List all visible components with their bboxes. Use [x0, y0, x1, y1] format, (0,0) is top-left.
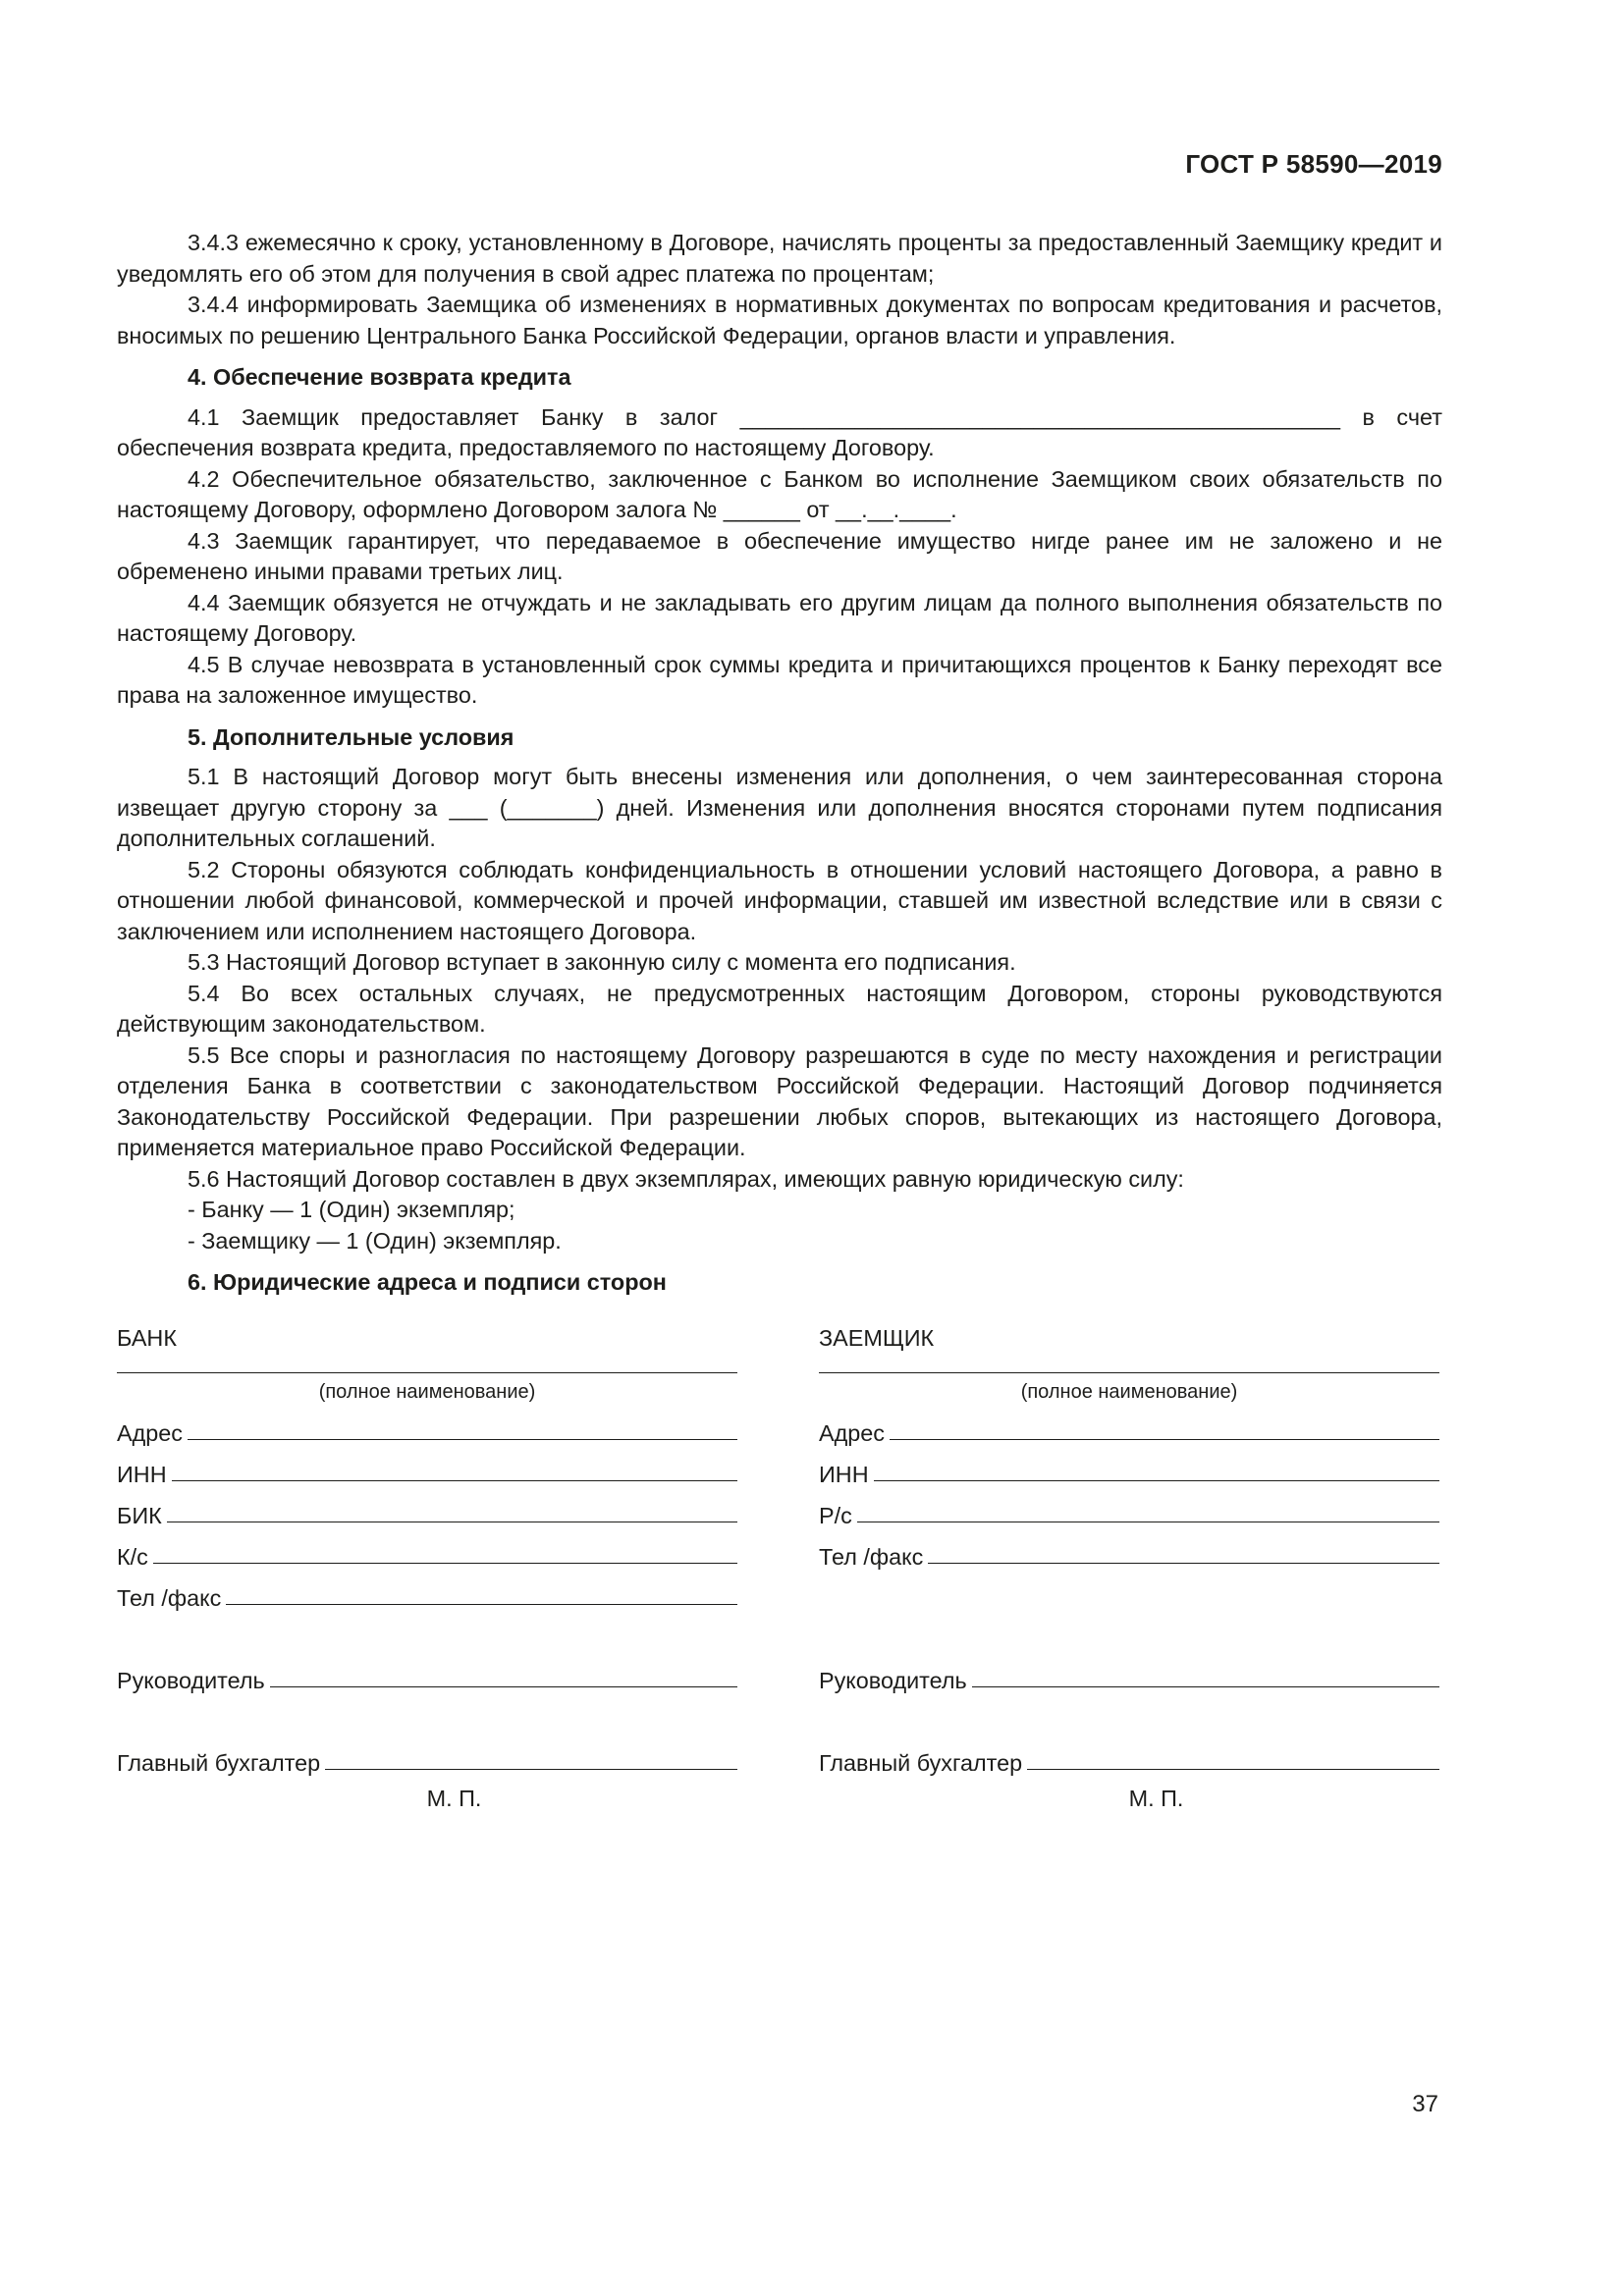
borrower-director-blank — [972, 1686, 1439, 1687]
borrower-accountant-label: Главный бухгалтер — [819, 1750, 1023, 1776]
borrower-address-label: Адрес — [819, 1420, 885, 1446]
paragraph-3-4-4: 3.4.4 информировать Заемщика об изменениях в нормативных документах по вопросам кредитования и расчетов, вносимых по решению Центрального Банка Российской Федерации, органов власти и управления. — [117, 292, 1442, 348]
borrower-name-caption: (полное наименование) — [1020, 1381, 1238, 1403]
section-heading-6: 6. Юридические адреса и подписи сторон — [188, 1269, 667, 1295]
borrower-name-line — [819, 1372, 1439, 1373]
bank-ks-field — [117, 1530, 737, 1572]
borrower-phone-field — [819, 1530, 1439, 1572]
document-page — [117, 0, 1442, 2296]
section-heading-4: 4. Обеспечение возврата кредита — [188, 364, 571, 390]
bank-phone-field — [117, 1572, 737, 1613]
section-heading-5: 5. Дополнительные условия — [188, 723, 514, 750]
page-number: 37 — [1412, 2091, 1438, 2117]
paragraph-5-4: 5.4 Во всех остальных случаях, не предусмотренных настоящим Договором, стороны руководствуются действующим законодательством. — [117, 980, 1442, 1037]
bank-phone-label: Тел /факс — [117, 1585, 222, 1611]
borrower-director-label: Руководитель — [819, 1668, 967, 1693]
document-code: ГОСТ Р 58590—2019 — [1185, 149, 1442, 179]
paragraph-5-6: 5.6 Настоящий Договор составлен в двух экземплярах, имеющих равную юридическую силу: — [188, 1165, 1184, 1192]
bank-ks-blank — [153, 1563, 737, 1564]
borrower-inn-blank — [874, 1480, 1439, 1481]
borrower-party-label: ЗАЕМЩИК — [819, 1325, 935, 1351]
paragraph-4-2: 4.2 Обеспечительное обязательство, заключенное с Банком во исполнение Заемщиком своих обязательств по настоящему Договору, оформлено Договором залога № ______ от __.__.____. — [117, 465, 1442, 522]
borrower-stamp-place: М. П. — [1128, 1786, 1184, 1811]
bank-director-blank — [270, 1686, 737, 1687]
bank-ks-label: К/с — [117, 1544, 148, 1570]
paragraph-4-1: 4.1 Заемщик предоставляет Банку в залог _______________________________________________ в счет обеспечения возврата кредита, предоставляемого по настоящему Договору. — [117, 403, 1442, 460]
bank-address-blank — [188, 1439, 737, 1440]
borrower-director-field — [819, 1654, 1439, 1695]
borrower-inn-label: ИНН — [819, 1462, 869, 1487]
borrower-address-blank — [890, 1439, 1439, 1440]
list-item-borrower-copy: - Заемщику — 1 (Один) экземпляр. — [188, 1227, 562, 1254]
borrower-phone-blank — [928, 1563, 1439, 1564]
bank-inn-blank — [172, 1480, 737, 1481]
paragraph-4-5: 4.5 В случае невозврата в установленный срок суммы кредита и причитающихся процентов к Банку переходят все права на заложенное имущество. — [117, 651, 1442, 708]
contract-body — [117, 228, 1442, 1308]
bank-address-label: Адрес — [117, 1420, 183, 1446]
borrower-rs-field — [819, 1489, 1439, 1530]
borrower-inn-field — [819, 1448, 1439, 1489]
paragraph-5-1: 5.1 В настоящий Договор могут быть внесены изменения или дополнения, о чем заинтересованная сторона извещает другую сторону за ___ (_______) дней. Изменения или дополнения вносятся сторонами путем подписания дополнительных соглашений. — [117, 764, 1442, 851]
bank-accountant-field — [117, 1736, 737, 1778]
bank-accountant-blank — [325, 1769, 737, 1770]
bank-party-label: БАНК — [117, 1325, 177, 1351]
bank-name-line — [117, 1372, 737, 1373]
borrower-address-field — [819, 1407, 1439, 1448]
paragraph-4-4: 4.4 Заемщик обязуется не отчуждать и не закладывать его другим лицам да полного выполнения обязательств по настоящему Договору. — [117, 589, 1442, 646]
bank-inn-label: ИНН — [117, 1462, 167, 1487]
list-item-bank-copy: - Банку — 1 (Один) экземпляр; — [188, 1197, 515, 1222]
borrower-accountant-field — [819, 1736, 1439, 1778]
bank-bik-field — [117, 1489, 737, 1530]
borrower-accountant-blank — [1027, 1769, 1439, 1770]
paragraph-5-2: 5.2 Стороны обязуются соблюдать конфиденциальность в отношении условий настоящего Договора, а равно в отношении любой финансовой, коммерческой и прочей информации, ставшей им известной вследствие или в связи с заключением или исполнением настоящего Договора. — [117, 856, 1442, 944]
borrower-phone-label: Тел /факс — [819, 1544, 924, 1570]
bank-address-field — [117, 1407, 737, 1448]
paragraph-4-3: 4.3 Заемщик гарантирует, что передаваемое в обеспечение имущество нигде ранее им не заложено и не обременено иными правами третьих лиц. — [117, 527, 1442, 584]
paragraph-5-3: 5.3 Настоящий Договор вступает в законную силу с момента его подписания. — [188, 949, 1016, 975]
borrower-rs-label: Р/с — [819, 1503, 852, 1528]
bank-accountant-label: Главный бухгалтер — [117, 1750, 321, 1776]
paragraph-3-4-3: 3.4.3 ежемесячно к сроку, установленному в Договоре, начислять проценты за предоставленный Заемщику кредит и уведомлять его об этом для получения в свой адрес платежа по процентам; — [117, 230, 1442, 287]
borrower-signature-block — [819, 1317, 1439, 1813]
bank-director-field — [117, 1654, 737, 1695]
bank-inn-field — [117, 1448, 737, 1489]
bank-phone-blank — [226, 1604, 737, 1605]
bank-director-label: Руководитель — [117, 1668, 265, 1693]
bank-signature-block — [117, 1317, 737, 1813]
paragraph-5-5: 5.5 Все споры и разногласия по настоящему Договору разрешаются в суде по месту нахождения и регистрации отделения Банка в соответствии с законодательством Российской Федерации. Настоящий Договор подчиняется Законодательству Российской Федерации. При разрешении любых споров, вытекающих из настоящего Договора, применяется материальное право Российской Федерации. — [117, 1041, 1442, 1160]
bank-name-caption: (полное наименование) — [318, 1381, 536, 1403]
bank-stamp-place: М. П. — [426, 1786, 482, 1811]
bank-bik-label: БИК — [117, 1503, 162, 1528]
